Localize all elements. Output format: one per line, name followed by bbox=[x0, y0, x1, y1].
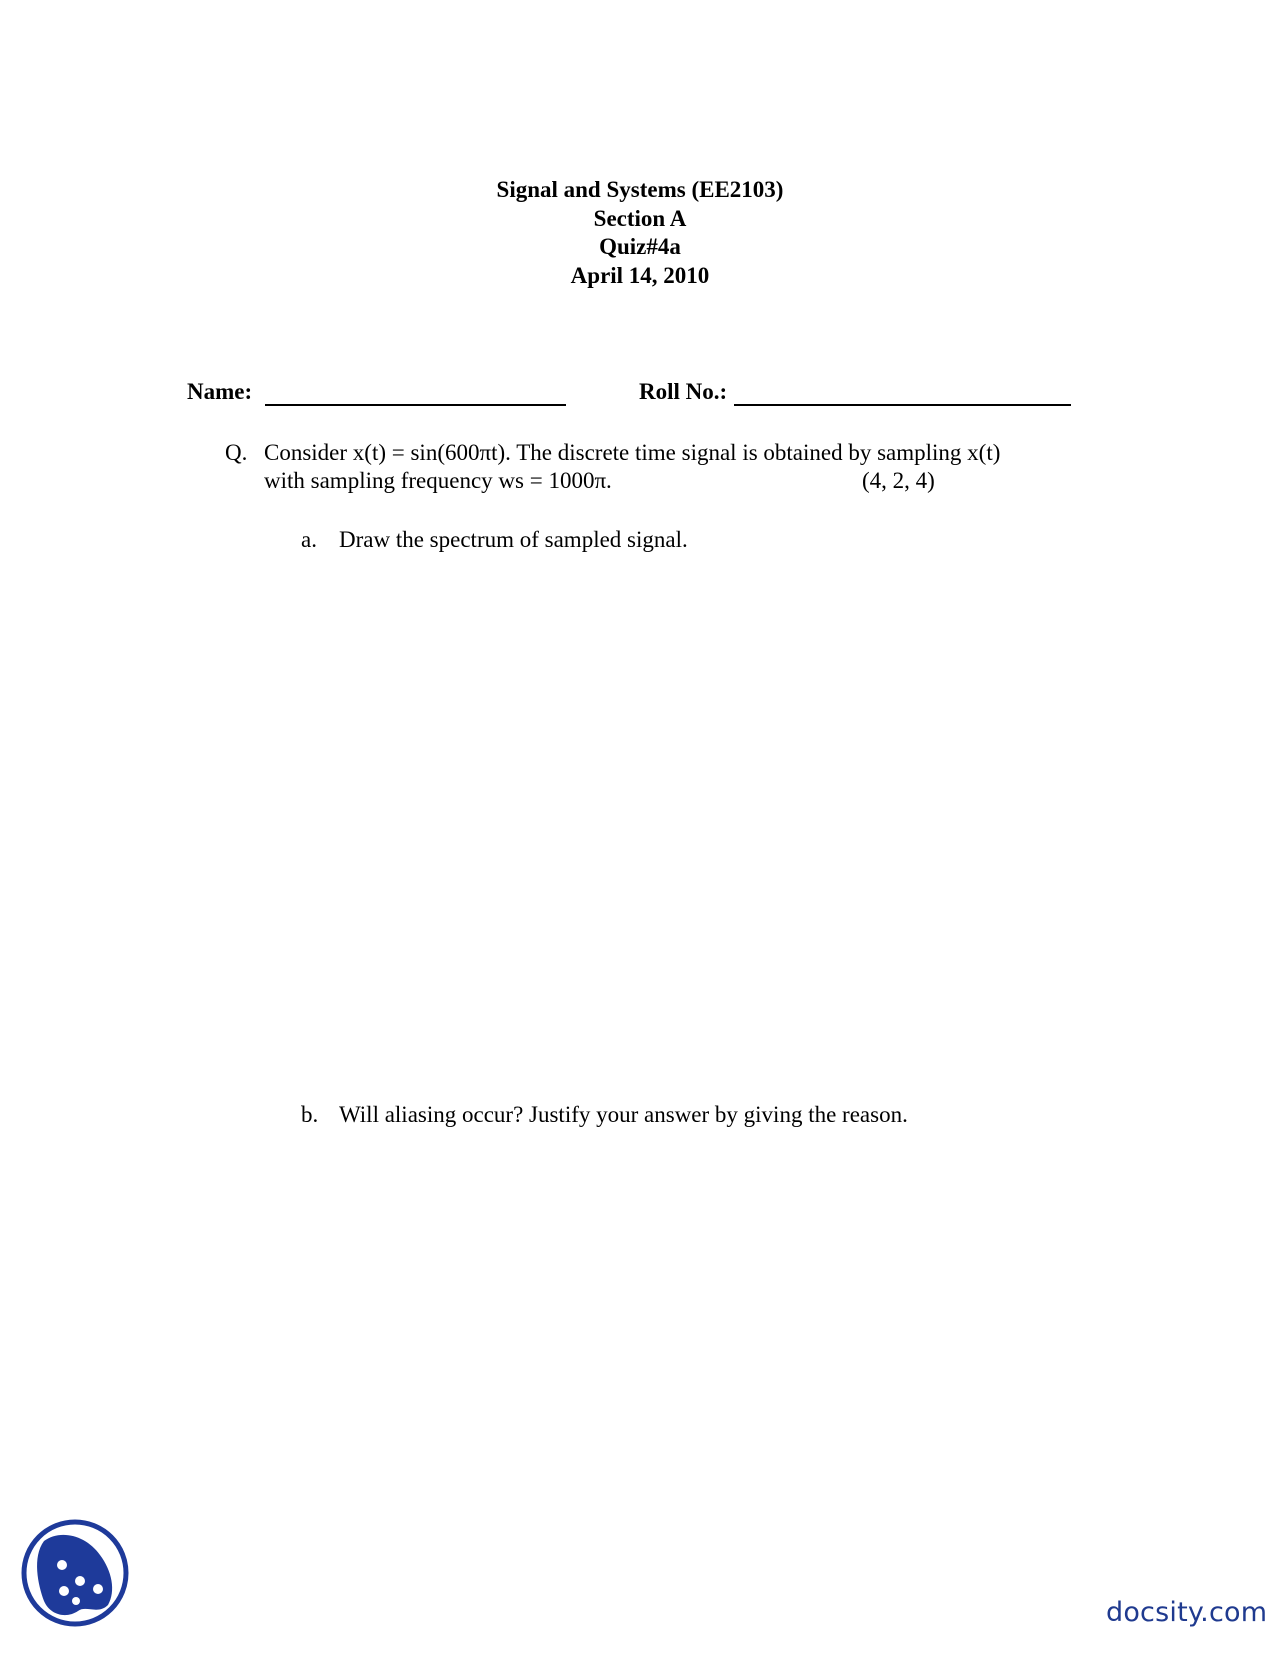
roll-number-label: Roll No.: bbox=[639, 379, 728, 404]
question-line-2: with sampling frequency ws = 1000π. bbox=[264, 468, 612, 493]
part-b-text: Will aliasing occur? Justify your answer by giving the reason. bbox=[339, 1102, 908, 1127]
docsity-logo-icon bbox=[20, 1517, 130, 1629]
name-blank-line[interactable] bbox=[265, 404, 566, 406]
section-label: Section A bbox=[593, 205, 687, 231]
course-title: Signal and Systems (EE2103) bbox=[496, 177, 784, 202]
quiz-number: Quiz#4a bbox=[599, 234, 681, 259]
docsity-brand-text[interactable]: docsity.com bbox=[1106, 1597, 1268, 1628]
name-label: Name: bbox=[187, 379, 253, 404]
part-a-marker: a. bbox=[301, 527, 317, 552]
part-b-marker: b. bbox=[301, 1102, 319, 1127]
quiz-date: April 14, 2010 bbox=[570, 262, 710, 288]
question-marks: (4, 2, 4) bbox=[862, 468, 935, 493]
roll-number-blank-line[interactable] bbox=[734, 404, 1071, 406]
part-a-text: Draw the spectrum of sampled signal. bbox=[339, 527, 688, 552]
question-marker: Q. bbox=[225, 440, 248, 465]
question-line-1: Consider x(t) = sin(600πt). The discrete time signal is obtained by sampling x(t) bbox=[264, 440, 1001, 465]
quiz-header bbox=[0, 176, 1280, 290]
